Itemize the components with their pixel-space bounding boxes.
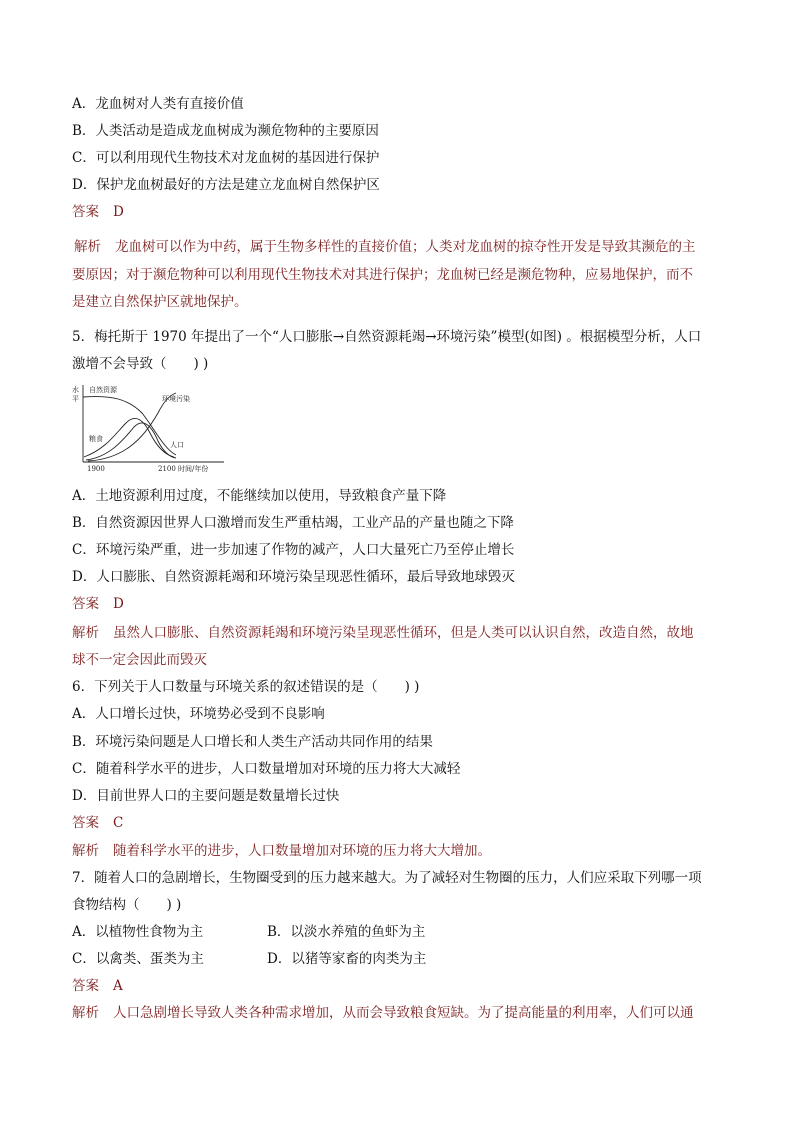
q5-stem-line-1: 5．梅托斯于 1970 年提出了一个“人口膨胀→自然资源耗竭→环境污染”模型(如图) 。根据模型分析，人口 <box>72 329 702 345</box>
answer-label: 答案 <box>72 204 99 220</box>
q4-option-c: C．可以利用现代生物技术对龙血树的基因进行保护 <box>72 150 380 166</box>
q6-analysis <box>72 842 491 860</box>
q7-option-c: C．以禽类、蛋类为主 <box>72 951 204 967</box>
answer-value: D <box>113 596 124 612</box>
label-food: 粮食 <box>89 435 103 443</box>
q7-options-row-2 <box>72 950 732 968</box>
analysis-label: 解析 <box>72 625 99 641</box>
figure-y-label-1: 水 <box>72 386 79 394</box>
q7-stem-line-1: 7．随着人口的急剧增长，生物圈受到的压力越来越大。为了减轻对生物圈的压力，人们应采取下列哪一项 <box>72 870 702 886</box>
q4-option-b: B．人类活动是造成龙血树成为濒危物种的主要原因 <box>72 123 379 139</box>
q4-analysis-line-2: 要原因；对于濒危物种可以利用现代生物技术对其进行保护；龙血树已经是濒危物种，应易地保护，而不 <box>72 267 693 283</box>
q4-option-a: A．龙血树对人类有直接价值 <box>72 96 244 112</box>
answer-label: 答案 <box>72 815 99 831</box>
q5-stem-line-2: 激增不会导致（ ) ) <box>72 356 209 372</box>
answer-label: 答案 <box>72 596 99 612</box>
analysis-text: 虽然人口膨胀、自然资源耗竭和环境污染呈现恶性循环，但是人类可以认识自然，改造自然，故地 <box>113 625 694 641</box>
q5-answer <box>72 595 124 613</box>
analysis-label: 解析 <box>74 239 101 255</box>
q6-option-d: D．目前世界人口的主要问题是数量增长过快 <box>72 788 340 804</box>
q6-option-b: B．环境污染问题是人口增长和人类生产活动共同作用的结果 <box>72 734 433 750</box>
answer-label: 答案 <box>72 978 99 994</box>
label-population: 人口 <box>170 441 184 449</box>
q7-options-row-1 <box>72 923 732 941</box>
x-label-end: 2100 时间/年份 <box>158 465 209 473</box>
q7-stem-line-2: 食物结构（ ) ) <box>72 897 182 913</box>
q5-analysis-line-2: 球不一定会因此而毁灭 <box>72 652 207 668</box>
analysis-text: 随着科学水平的进步，人口数量增加对环境的压力将大大增加。 <box>113 843 491 859</box>
q4-answer <box>72 203 124 221</box>
answer-value: D <box>113 204 124 220</box>
label-resources: 自然资源 <box>89 386 117 394</box>
q7-option-b: B．以淡水养殖的鱼虾为主 <box>267 924 426 940</box>
q5-option-d: D．人口膨胀、自然资源耗竭和环境污染呈现恶性循环，最后导致地球毁灭 <box>72 569 515 585</box>
label-pollution: 环境污染 <box>162 395 190 403</box>
q6-option-a: A．人口增长过快，环境势必受到不良影响 <box>72 706 325 722</box>
analysis-text: 人口急剧增长导致人类各种需求增加，从而会导致粮食短缺。为了提高能量的利用率，人们可以通 <box>113 1005 694 1021</box>
figure-y-label-2: 平 <box>72 395 79 403</box>
analysis-label: 解析 <box>72 1005 99 1021</box>
q7-option-d: D．以猪等家畜的肉类为主 <box>267 951 427 967</box>
q5-analysis-line-1 <box>72 624 694 642</box>
q7-answer <box>72 977 123 995</box>
meadows-model-figure <box>72 383 232 473</box>
answer-value: C <box>113 815 124 831</box>
q5-option-b: B．自然资源因世界人口激增而发生严重枯竭，工业产品的产量也随之下降 <box>72 515 514 531</box>
q6-stem: 6．下列关于人口数量与环境关系的叙述错误的是（ ) ) <box>72 679 420 695</box>
q4-analysis-line-1 <box>74 238 696 256</box>
x-label-start: 1900 <box>87 465 105 473</box>
q4-option-d: D．保护龙血树最好的方法是建立龙血树自然保护区 <box>72 177 380 193</box>
q7-analysis <box>72 1004 694 1022</box>
analysis-label: 解析 <box>72 843 99 859</box>
q6-answer <box>72 814 123 832</box>
analysis-text: 龙血树可以作为中药，属于生物多样性的直接价值；人类对龙血树的掠夺性开发是导致其濒危的主 <box>115 239 696 255</box>
q5-option-c: C．环境污染严重，进一步加速了作物的减产，人口大量死亡乃至停止增长 <box>72 542 515 558</box>
answer-value: A <box>113 978 123 994</box>
q6-option-c: C．随着科学水平的进步，人口数量增加对环境的压力将大大减轻 <box>72 761 461 777</box>
q7-option-a: A．以植物性食物为主 <box>72 924 204 940</box>
q4-analysis-line-3: 是建立自然保护区就地保护。 <box>72 294 248 310</box>
q5-option-a: A．土地资源利用过度，不能继续加以使用，导致粮食产量下降 <box>72 488 447 504</box>
